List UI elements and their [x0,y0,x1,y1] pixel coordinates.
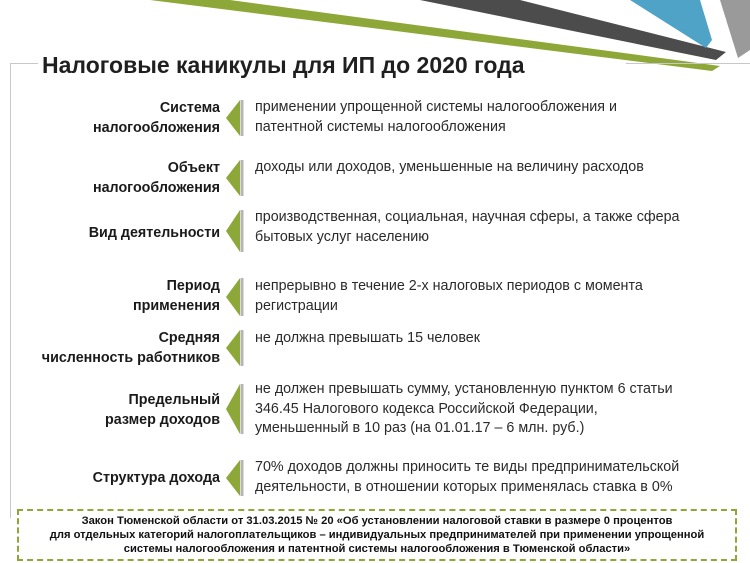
row-value: 70% доходов должны приносить те виды предпринимательской деятельности, в отношении которых применялась ставка в 0% [255,459,680,495]
row-value: не должен превышать сумму, установленную пунктом 6 статьи 346.45 Налогового кодекса Российской Федерации, уменьшенный в 10 раз (на 01.01.17 – 6 млн. руб.) [255,381,673,436]
row-label: Средняя численность работников [41,330,220,366]
row-label: Период применения [132,278,220,314]
law-reference-box [17,509,737,561]
chevron-icon [222,208,244,254]
row-value: производственная, социальная, научная сферы, а также сфера бытовых услуг населению [255,209,680,245]
chevron-icon [222,458,244,498]
frame-top-line-right [626,63,750,64]
chevron-icon [222,276,244,318]
page-title: Налоговые каникулы для ИП до 2020 года [42,52,525,78]
frame-top-line-left [10,63,38,64]
row-value: непрерывно в течение 2-х налоговых периодов с момента регистрации [255,278,643,314]
row-value: доходы или доходов, уменьшенные на величину расходов [255,159,644,175]
chevron-icon [222,158,244,198]
row-label: Структура дохода [92,470,220,486]
chevron-icon [222,98,244,138]
row-label: Предельный размер доходов [104,392,220,428]
law-reference-text: Закон Тюменской области от 31.03.2015 № 20 «Об установлении налоговой ставки в размере 0 процентов для отдельных категорий налогоплательщиков – индивидуальных предпринимателей при применении упрощенной системы налогообложения и патентной системы налогообложения в Тюменской области» [49,515,705,556]
row-label: Объект налогообложения [92,160,220,196]
row-value: применении упрощенной системы налогообложения и патентной системы налогообложения [255,99,617,135]
row-value: не должна превышать 15 человек [255,330,481,346]
chevron-icon [222,328,244,368]
frame-left-line [10,63,11,518]
gray-stripe [720,0,750,58]
row-label: Система налогообложения [92,100,220,136]
chevron-icon [222,382,244,436]
row-label: Вид деятельности [88,225,220,241]
